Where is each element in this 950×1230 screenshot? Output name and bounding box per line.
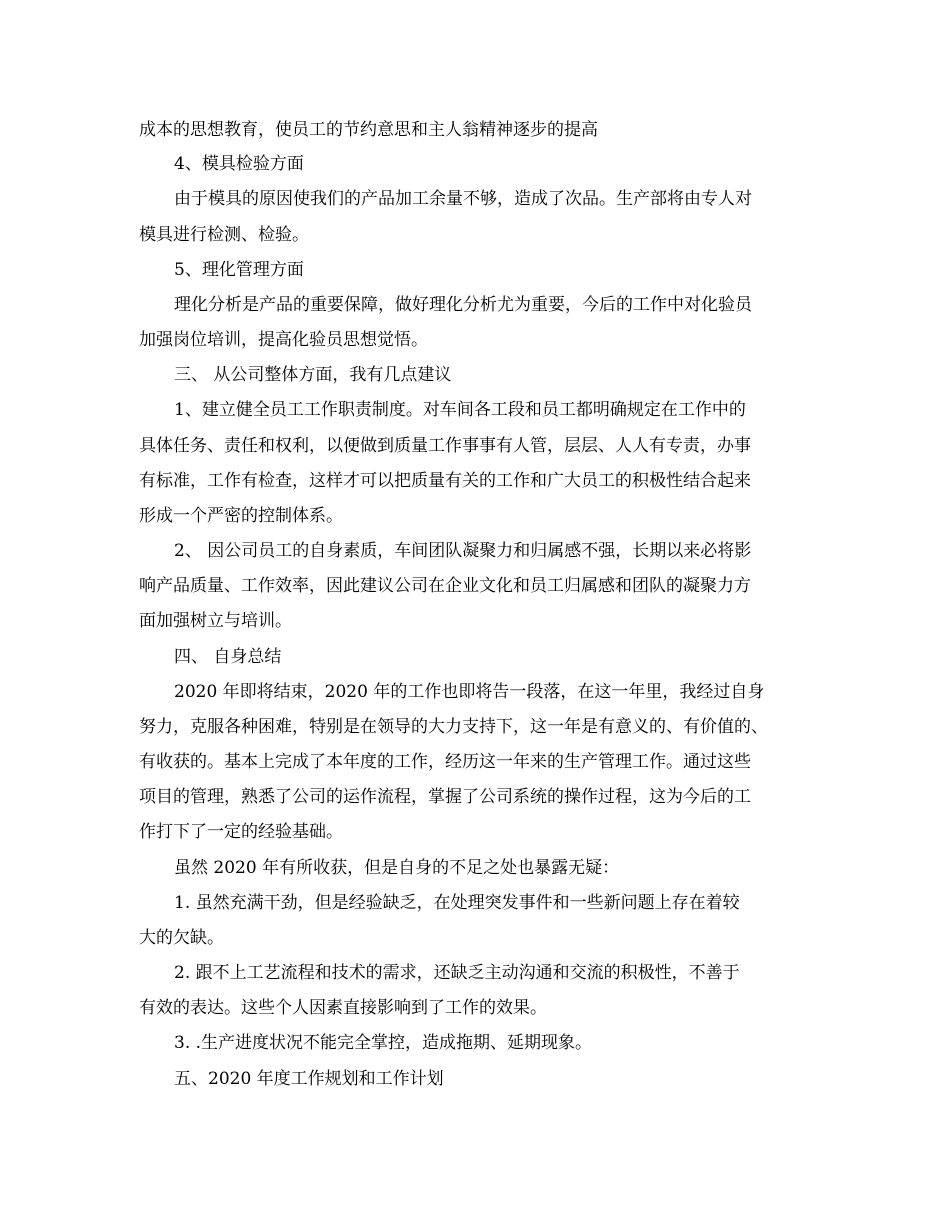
paragraph-line: 项目的管理，熟悉了公司的运作流程，掌握了公司系统的操作过程，这为今后的工	[139, 787, 751, 807]
section-heading: 5、理化管理方面	[174, 260, 304, 280]
list-item-line: 2. 跟不上工艺流程和技术的需求，还缺乏主动沟通和交流的积极性，不善于	[174, 963, 740, 983]
paragraph-line: 有标准，工作有检查，这样才可以把质量有关的工作和广大员工的积极性结合起来	[139, 471, 751, 491]
list-item-line: 有效的表达。这些个人因素直接影响到了工作的效果。	[139, 998, 547, 1018]
paragraph-line: 面加强树立与培训。	[139, 611, 292, 631]
section-heading: 4、模具检验方面	[174, 154, 304, 174]
section-heading: 四、 自身总结	[174, 647, 282, 667]
paragraph-line: 模具进行检测、检验。	[139, 225, 309, 245]
paragraph-line: 作打下了一定的经验基础。	[139, 822, 343, 842]
paragraph-line: 虽然 2020 年有所收获，但是自身的不足之处也暴露无疑：	[174, 858, 620, 878]
paragraph-line: 成本的思想教育，使员工的节约意思和主人翁精神逐步的提高	[139, 120, 598, 140]
section-heading: 三、 从公司整体方面，我有几点建议	[174, 365, 452, 385]
paragraph-line: 2020 年即将结束，2020 年的工作也即将告一段落，在这一年里，我经过自身	[174, 682, 765, 702]
paragraph-line: 理化分析是产品的重要保障，做好理化分析尤为重要，今后的工作中对化验员	[174, 295, 752, 315]
paragraph-line: 1、建立健全员工工作职责制度。对车间各工段和员工都明确规定在工作中的	[174, 400, 746, 420]
paragraph-line: 加强岗位培训，提高化验员思想觉悟。	[139, 330, 428, 350]
paragraph-line: 2、 因公司员工的自身素质，车间团队凝聚力和归属感不强，长期以来必将影	[174, 541, 752, 561]
list-item-line: 大的欠缺。	[139, 928, 224, 948]
paragraph-line: 有收获的。基本上完成了本年度的工作，经历这一年来的生产管理工作。通过这些	[139, 752, 751, 772]
list-item-line: 1. 虽然充满干劲，但是经验缺乏，在处理突发事件和一些新问题上存在着较	[174, 893, 740, 913]
list-item-line: 3. .生产进度状况不能完全掌控，造成拖期、延期现象。	[174, 1033, 593, 1053]
paragraph-line: 由于模具的原因使我们的产品加工余量不够，造成了次品。生产部将由专人对	[174, 189, 752, 209]
paragraph-line: 具体任务、责任和权利，以便做到质量工作事事有人管，层层、人人有专责，办事	[139, 436, 751, 456]
section-heading: 五、2020 年度工作规划和工作计划	[174, 1069, 444, 1089]
paragraph-line: 努力，克服各种困难，特别是在领导的大力支持下，这一年是有意义的、有价值的、	[139, 717, 768, 737]
paragraph-line: 响产品质量、工作效率，因此建议公司在企业文化和员工归属感和团队的凝聚力方	[139, 576, 751, 596]
paragraph-line: 形成一个严密的控制体系。	[139, 506, 343, 526]
